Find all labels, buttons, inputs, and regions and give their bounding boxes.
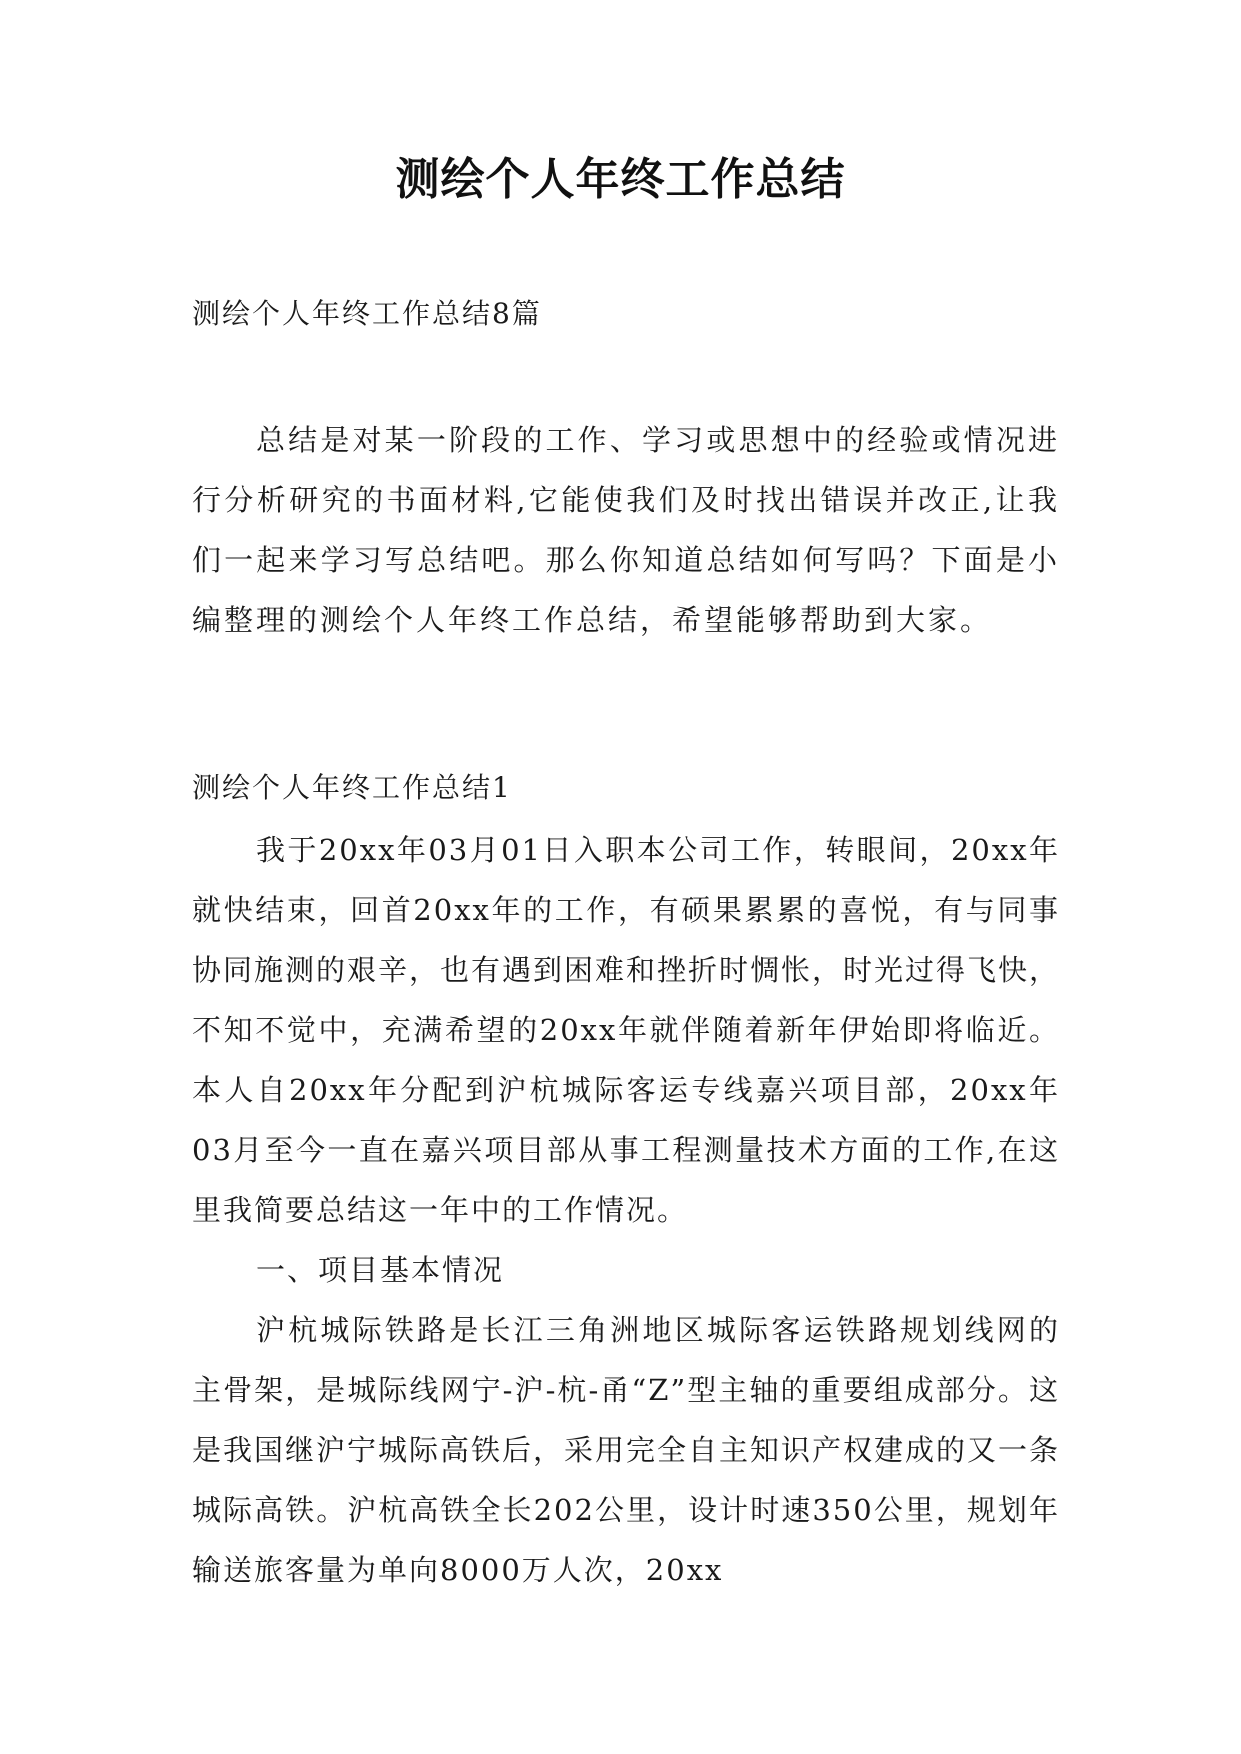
document-subtitle: 测绘个人年终工作总结8篇 bbox=[192, 297, 542, 330]
intro-paragraph: 总结是对某一阶段的工作、学习或思想中的经验或情况进行分析研究的书面材料,它能使我们及时找出错误并改正,让我们一起来学习写总结吧。那么你知道总结如何写吗？下面是小编整理的测绘个人年终工作总结，希望能够帮助到大家。 bbox=[192, 423, 1060, 637]
body-paragraph: 我于20xx年03月01日入职本公司工作，转眼间，20xx年就快结束，回首20xx年的工作，有硕果累累的喜悦，有与同事协同施测的艰辛，也有遇到困难和挫折时惆怅，时光过得飞快，不知不觉中，充满希望的20xx年就伴随着新年伊始即将临近。本人自20xx年分配到沪杭城际客运专线嘉兴项目部，20xx年03月至今一直在嘉兴项目部从事工程测量技术方面的工作,在这里我简要总结这一年中的工作情况。 bbox=[192, 833, 1061, 1227]
section-body bbox=[192, 820, 1060, 1600]
body-paragraph: 沪杭城际铁路是长江三角洲地区城际客运铁路规划线网的主骨架，是城际线网宁-沪-杭-甬“Z”型主轴的重要组成部分。这是我国继沪宁城际高铁后，采用完全自主知识产权建成的又一条城际高铁。沪杭高铁全长202公里，设计时速350公里，规划年输送旅客量为单向8000万人次，20xx bbox=[192, 1313, 1061, 1587]
subsection-heading: 一、项目基本情况 bbox=[256, 1253, 505, 1287]
section-heading: 测绘个人年终工作总结1 bbox=[192, 771, 512, 804]
document-title: 测绘个人年终工作总结 bbox=[395, 154, 846, 205]
